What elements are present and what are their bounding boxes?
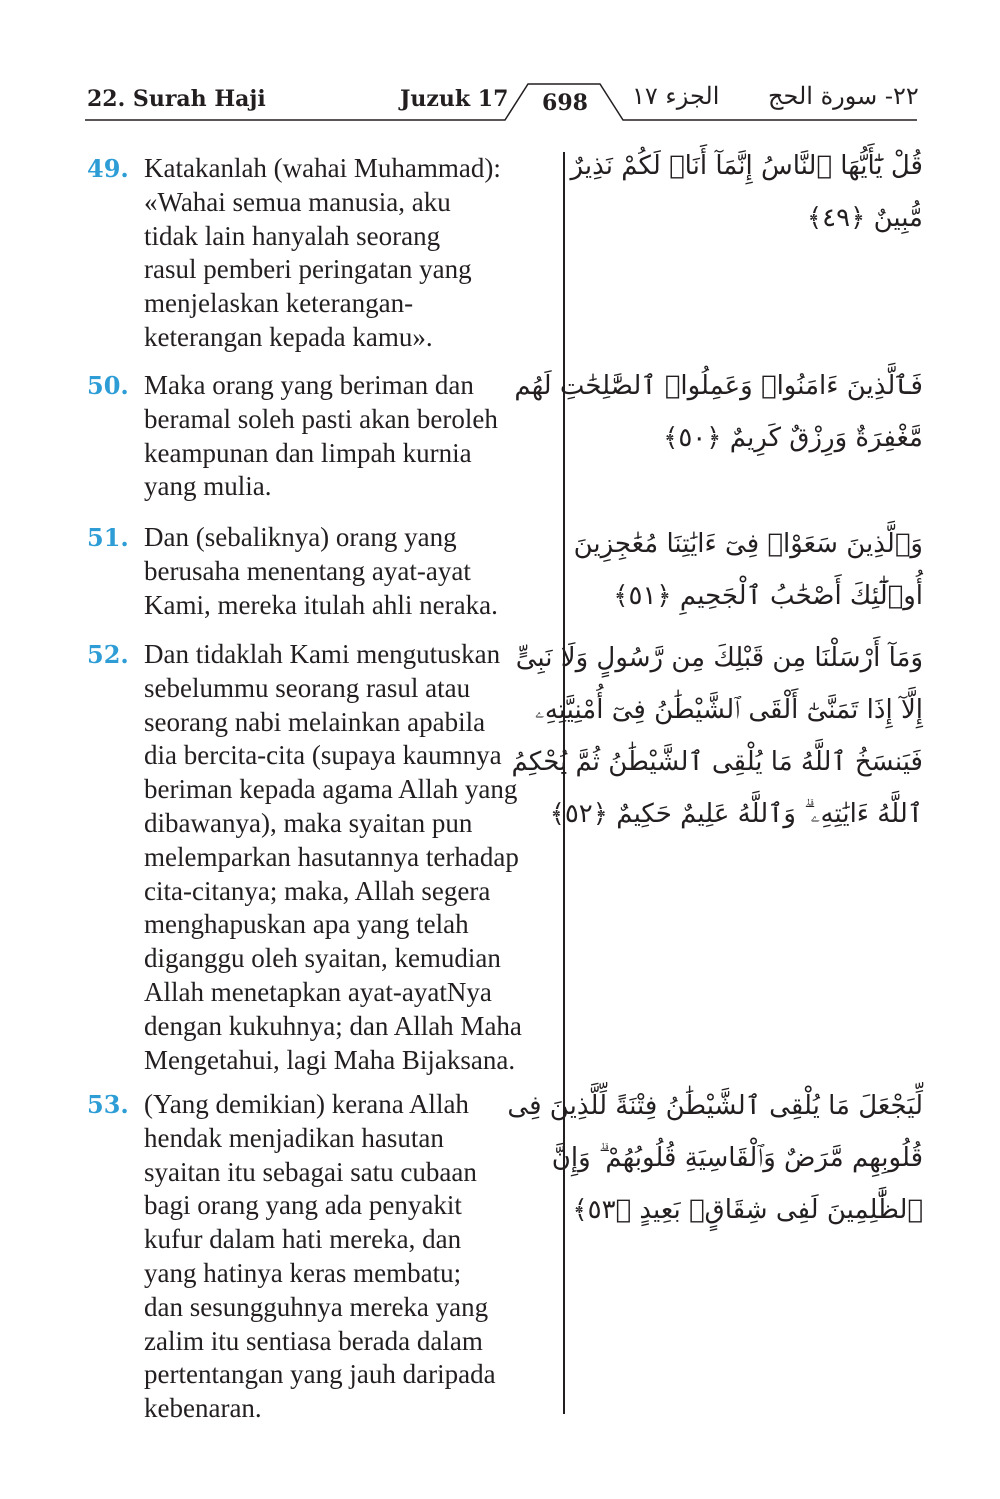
- arabic-line: وَمَآ أَرْسَلْنَا مِن قَبْلِكَ مِن رَّسُولٍ وَلَا نَبِىٍّ: [515, 643, 923, 673]
- translation-line: Katakanlah (wahai Muhammad):: [144, 153, 501, 183]
- translation-line: melemparkan hasutannya terhadap: [144, 841, 519, 872]
- translation-line: beramal soleh pasti akan beroleh: [144, 403, 498, 434]
- arabic-line: مُّبِينٌ ﴿٤٩﴾: [806, 203, 923, 233]
- arabic-line: قُلْ يَٰٓأَيُّهَا ٱلنَّاسُ إِنَّمَآ أَنَا۠ لَكُمْ نَذِيرٌ: [570, 151, 923, 181]
- translation-line: pertentangan yang jauh daripada: [144, 1359, 496, 1390]
- running-title-juz-arabic: الجزء ١٧: [632, 82, 720, 110]
- arabic-line: إِلَّآ إِذَا تَمَنَّىٰٓ أَلْقَى ٱلشَّيْطَٰنُ فِىٓ أُمْنِيَّتِهِۦ: [534, 695, 923, 725]
- translation-line: yang hatinya keras membatu;: [144, 1257, 462, 1288]
- translation-line: rasul pemberi peringatan yang: [144, 254, 472, 285]
- verse-arabic: [573, 518, 923, 622]
- verse-translation: [144, 521, 559, 622]
- page-number: 698: [542, 90, 588, 116]
- verse-number: 49.: [87, 154, 129, 183]
- translation-line: Mengetahui, lagi Maha Bijaksana.: [144, 1044, 516, 1075]
- translation-line: dan sesungguhnya mereka yang: [144, 1291, 489, 1322]
- verse-translation: [144, 638, 559, 1077]
- translation-line: menghapuskan apa yang telah: [144, 909, 469, 940]
- header-rule: [0, 0, 1000, 130]
- verse-number: 50.: [87, 371, 129, 400]
- translation-line: syaitan itu sebagai satu cubaan: [144, 1156, 477, 1187]
- translation-line: «Wahai semua manusia, aku: [144, 186, 451, 217]
- arabic-line: فَٱلَّذِينَ ءَامَنُوا۟ وَعَمِلُوا۟ ٱلصَّٰلِحَٰتِ لَهُم: [514, 371, 923, 401]
- verse-translation: [144, 152, 559, 355]
- running-title-juzuk: Juzuk 17: [400, 86, 509, 112]
- verse-number: 51.: [87, 523, 129, 552]
- verse-number: 52.: [87, 640, 129, 669]
- translation-line: menjelaskan keterangan-: [144, 288, 414, 319]
- translation-line: kufur dalam hati mereka, dan: [144, 1224, 462, 1255]
- translation-line: Kami, mereka itulah ahli neraka.: [144, 589, 498, 620]
- translation-line: hendak menjadikan hasutan: [144, 1122, 444, 1153]
- verse-arabic: [511, 632, 923, 840]
- translation-line: berusaha menentang ayat-ayat: [144, 555, 471, 586]
- translation-line: Maka orang yang beriman dan: [144, 370, 474, 400]
- translation-line: beriman kepada agama Allah yang: [144, 774, 518, 805]
- arabic-line: مَّغْفِرَةٌ وَرِزْقٌ كَرِيمٌ ﴿٥٠﴾: [663, 423, 923, 453]
- verse-arabic: [570, 140, 923, 244]
- arabic-line: ٱللَّهُ ءَايَٰتِهِۦ ۗ وَٱللَّهُ عَلِيمٌ حَكِيمٌ ﴿٥٢﴾: [549, 799, 923, 829]
- translation-line: diganggu oleh syaitan, kemudian: [144, 943, 501, 974]
- translation-line: cita-citanya; maka, Allah segera: [144, 875, 491, 906]
- translation-line: seorang nabi melainkan apabila: [144, 706, 486, 737]
- running-title-surah: 22. Surah Haji: [87, 86, 266, 112]
- translation-line: dibawanya), maka syaitan pun: [144, 807, 473, 838]
- translation-line: Allah menetapkan ayat-ayatNya: [144, 976, 492, 1007]
- arabic-line: أُو۟لَٰٓئِكَ أَصْحَٰبُ ٱلْجَحِيمِ ﴿٥١﴾: [613, 581, 923, 611]
- translation-line: bagi orang yang ada penyakit: [144, 1190, 462, 1221]
- arabic-line: لِّيَجْعَلَ مَا يُلْقِى ٱلشَّيْطَٰنُ فِتْنَةً لِّلَّذِينَ فِى: [507, 1091, 923, 1121]
- translation-line: kebenaran.: [144, 1393, 262, 1424]
- translation-line: keterangan kepada kamu».: [144, 321, 433, 352]
- translation-line: zalim itu sentiasa berada dalam: [144, 1325, 483, 1356]
- arabic-line: ٱلظَّٰلِمِينَ لَفِى شِقَاقٍۭ بَعِيدٍ ﴿٥٣﴾: [572, 1195, 923, 1225]
- translation-line: Dan tidaklah Kami mengutuskan: [144, 639, 501, 669]
- verse-arabic: [514, 360, 923, 464]
- arabic-line: فَيَنسَخُ ٱللَّهُ مَا يُلْقِى ٱلشَّيْطَٰنُ ثُمَّ يُحْكِمُ: [511, 747, 923, 777]
- verse-translation: [144, 369, 559, 504]
- translation-line: sebelummu seorang rasul atau: [144, 672, 471, 703]
- translation-line: Dan (sebaliknya) orang yang: [144, 522, 457, 552]
- translation-line: tidak lain hanyalah seorang: [144, 220, 441, 251]
- running-title-surah-arabic: ٢٢- سورة الحج: [768, 82, 919, 110]
- translation-line: keampunan dan limpah kurnia: [144, 437, 472, 468]
- verse-number: 53.: [87, 1090, 129, 1119]
- translation-line: (Yang demikian) kerana Allah: [144, 1089, 469, 1119]
- verse-translation: [144, 1088, 559, 1426]
- translation-line: dengan kukuhnya; dan Allah Maha: [144, 1010, 522, 1041]
- verse-arabic: [507, 1080, 923, 1236]
- translation-line: dia bercita-cita (supaya kaumnya: [144, 740, 502, 771]
- arabic-line: وَٱلَّذِينَ سَعَوْا۟ فِىٓ ءَايَٰتِنَا مُعَٰجِزِينَ: [573, 529, 923, 559]
- arabic-line: قُلُوبِهِم مَّرَضٌ وَٱلْقَاسِيَةِ قُلُوبُهُمْ ۗ وَإِنَّ: [551, 1143, 923, 1173]
- translation-line: yang mulia.: [144, 471, 272, 502]
